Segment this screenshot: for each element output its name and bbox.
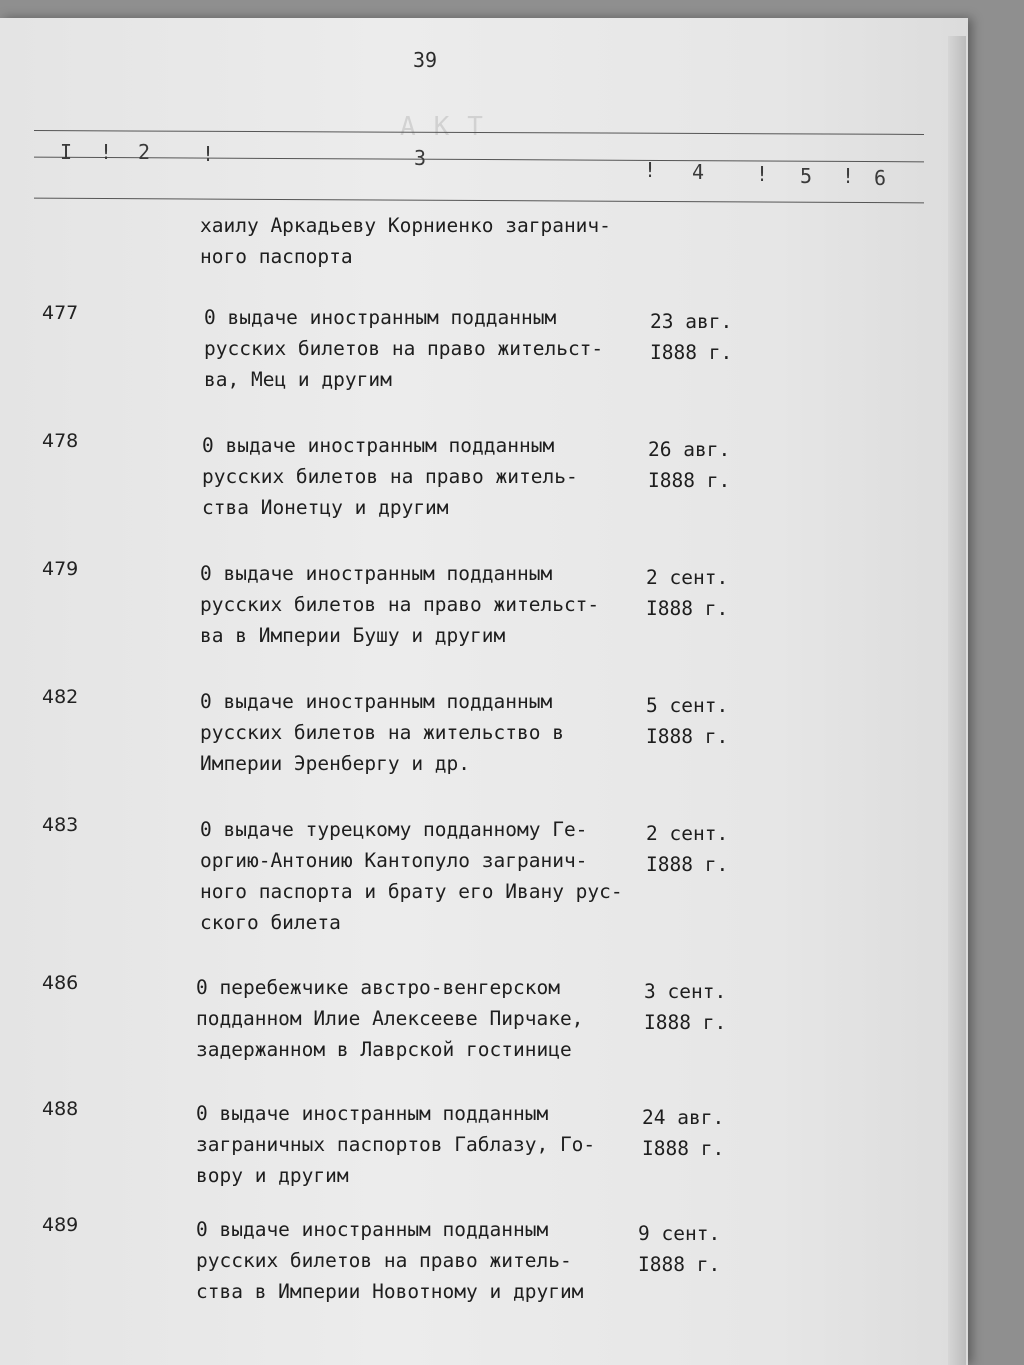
entry-number: 486 <box>42 972 79 994</box>
date-line: 23 авг. <box>650 310 733 333</box>
date-line: I888 г. <box>646 725 729 748</box>
column-header-3: 3 <box>414 146 427 170</box>
text-line: 0 выдаче иностранным подданным <box>200 562 553 585</box>
entry-number: 488 <box>42 1098 79 1120</box>
entry-date <box>642 1102 724 1164</box>
column-separator: ! <box>202 142 215 166</box>
column-header-row <box>34 140 924 188</box>
entry-number: 478 <box>42 430 79 452</box>
date-line: 24 авг. <box>642 1106 725 1129</box>
text-line: 0 выдаче турецкому подданному Ге- <box>200 818 588 841</box>
text-line: заграничных паспортов Габлазу, Го- <box>196 1133 596 1156</box>
text-line: подданном Илие Алексееве Пирчаке, <box>196 1007 584 1030</box>
entry-date <box>650 306 732 368</box>
text-line: ва в Империи Бушу и другим <box>200 624 506 647</box>
text-line: 0 выдаче иностранным подданным <box>202 434 555 457</box>
page-edge <box>948 36 966 1365</box>
text-line: русских билетов на право жительст- <box>200 593 600 616</box>
date-line: 3 сент. <box>644 980 727 1003</box>
text-line: ства в Империи Новотному и другим <box>196 1280 584 1303</box>
column-separator: ! <box>644 158 657 182</box>
column-header-4: 4 <box>692 160 705 184</box>
date-line: I888 г. <box>646 853 729 876</box>
text-line: 0 выдаче иностранным подданным <box>204 306 557 329</box>
text-line: русских билетов на жительство в <box>200 721 564 744</box>
date-line: 2 сент. <box>646 566 729 589</box>
entry-description <box>200 558 599 651</box>
continuation-text <box>200 210 611 272</box>
date-line: I888 г. <box>646 597 729 620</box>
text-line: ского билета <box>200 911 341 934</box>
date-line: 26 авг. <box>648 438 731 461</box>
entry-description <box>196 1098 595 1191</box>
entry-number: 483 <box>42 814 79 836</box>
text-line: 0 выдаче иностранным подданным <box>200 690 553 713</box>
entry-number: 477 <box>42 302 79 324</box>
text-line: ства Ионетцу и другим <box>202 496 449 519</box>
column-header-2: 2 <box>138 140 151 164</box>
entry-description <box>202 430 578 523</box>
entry-date <box>644 976 726 1038</box>
date-line: 5 сент. <box>646 694 729 717</box>
entry-description <box>200 686 564 779</box>
date-line: I888 г. <box>644 1011 727 1034</box>
text-line: хаилу Аркадьеву Корниенко загранич- <box>200 214 611 237</box>
column-header-5: 5 <box>800 164 813 188</box>
text-line: ного паспорта и брату его Ивану рус- <box>200 880 623 903</box>
date-line: 9 сент. <box>638 1222 721 1245</box>
entry-description <box>204 302 603 395</box>
column-header-6: 6 <box>874 166 887 190</box>
column-separator: ! <box>756 162 769 186</box>
column-separator: ! <box>842 164 855 188</box>
text-line: русских билетов на право житель- <box>202 465 578 488</box>
date-line: I888 г. <box>648 469 731 492</box>
text-line: оргию-Антонию Кантопуло загранич- <box>200 849 588 872</box>
text-line: 0 выдаче иностранным подданным <box>196 1218 549 1241</box>
text-line: русских билетов на право жительст- <box>204 337 604 360</box>
text-line: 0 перебежчике австро-венгерском <box>196 976 560 999</box>
entry-date <box>648 434 730 496</box>
text-line: русских билетов на право житель- <box>196 1249 572 1272</box>
entry-description <box>200 814 623 938</box>
text-line: ного паспорта <box>200 245 353 268</box>
date-line: I888 г. <box>638 1253 721 1276</box>
entry-description <box>196 972 583 1065</box>
entry-description <box>196 1214 583 1307</box>
date-line: I888 г. <box>642 1137 725 1160</box>
column-header-1: I <box>60 140 73 164</box>
entry-date <box>646 818 728 880</box>
text-line: вору и другим <box>196 1164 349 1187</box>
bleed-through-text: АКТ <box>400 112 501 142</box>
text-line: задержанном в Лаврской гостинице <box>196 1038 572 1061</box>
entry-date <box>646 562 728 624</box>
date-line: I888 г. <box>650 341 733 364</box>
entry-date <box>646 690 728 752</box>
text-line: ва, Мец и другим <box>204 368 392 391</box>
text-line: 0 выдаче иностранным подданным <box>196 1102 549 1125</box>
page-number: 39 <box>412 48 438 72</box>
column-separator: ! <box>100 140 113 164</box>
text-line: Империи Эренбергу и др. <box>200 752 471 775</box>
date-line: 2 сент. <box>646 822 729 845</box>
entry-number: 482 <box>42 686 79 708</box>
entry-number: 489 <box>42 1214 79 1236</box>
entry-date <box>638 1218 720 1280</box>
entry-number: 479 <box>42 558 79 580</box>
